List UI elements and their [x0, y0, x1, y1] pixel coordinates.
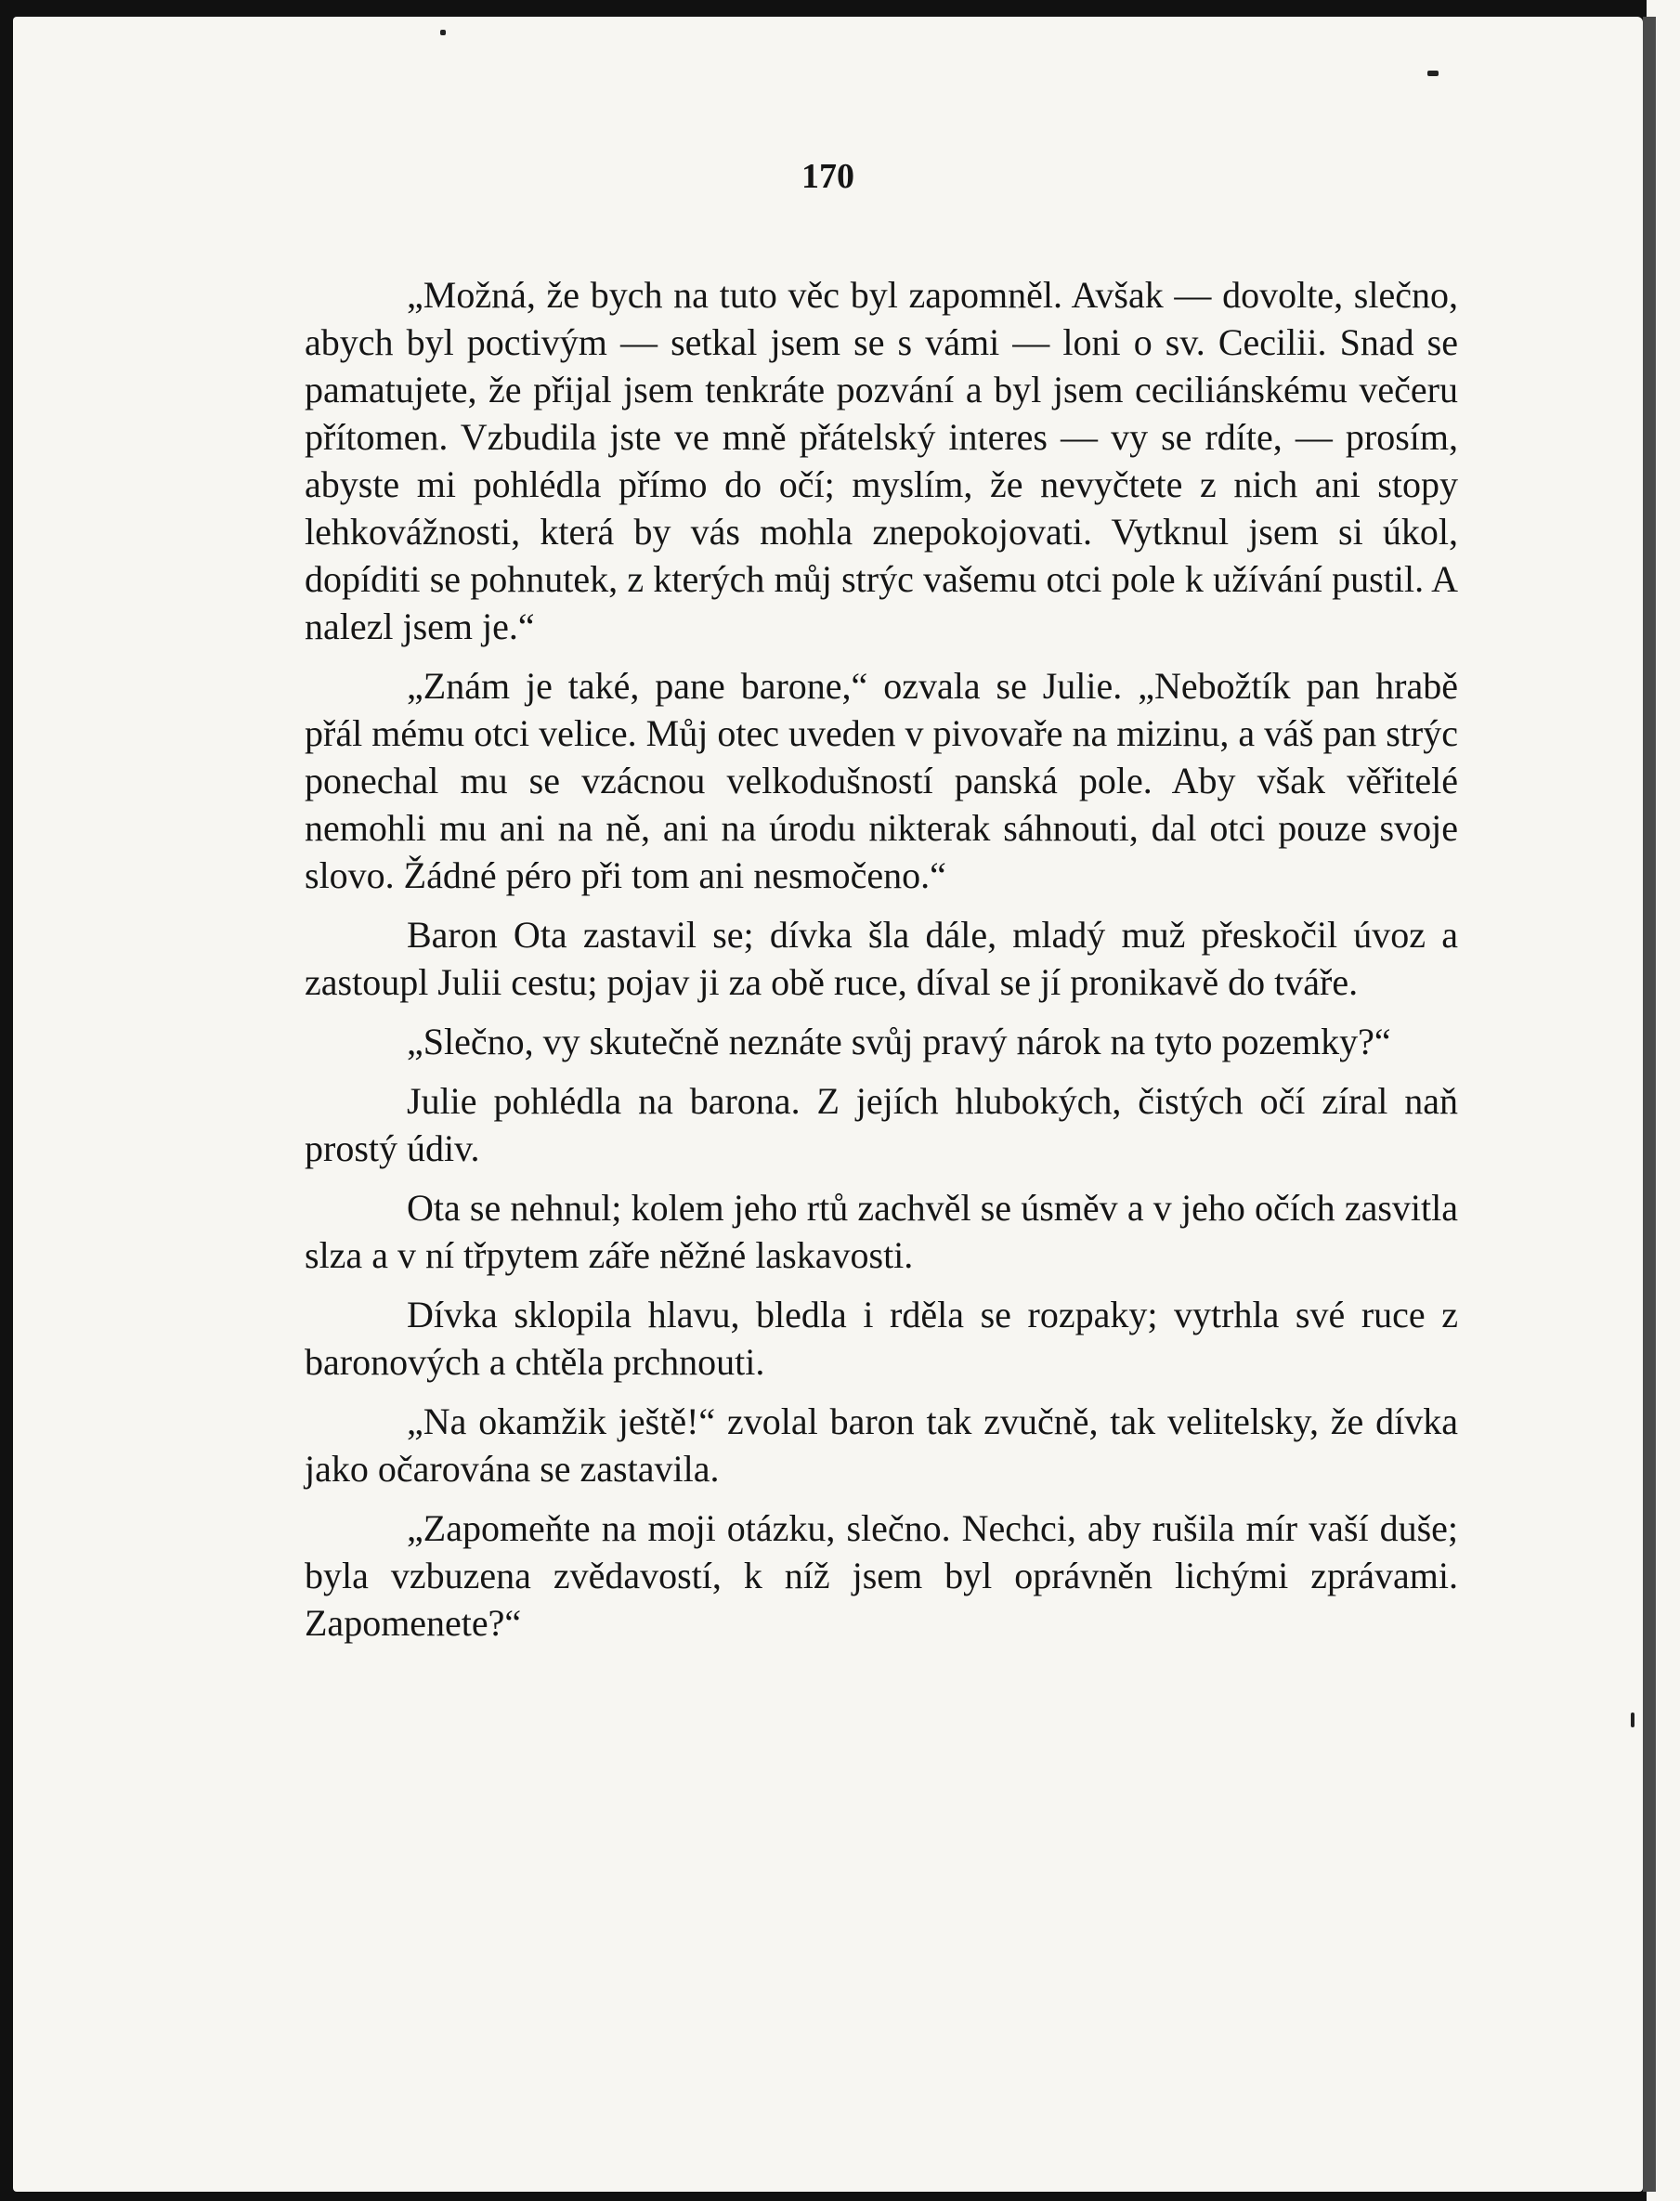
paragraph: Dívka sklopila hlavu, bledla i rděla se rozpaky; vytrhla své ruce z baronových a chtěla prchnouti. [305, 1294, 1458, 1383]
paragraph: „Možná, že bych na tuto věc byl zapomněl. Avšak — dovolte, slečno, abych byl poctivým — setkal jsem se s vámi — loni o sv. Cecilii. Snad se pamatujete, že přijal jsem tenkráte pozvání a byl jsem ceciliánskému večeru přítomen. Vzbudila jste ve mně přátelský interes — vy se rdíte, — prosím, abyste mi pohlédla přímo do očí; myslím, že nevyčtete z nich ani stopy lehkovážnosti, která by vás mohla znepokojovati. Vytknul jsem si úkol, dopíditi se pohnutek, z kterých můj strýc vašemu otci pole k užívání pustil. A nalezl jsem je.“ [305, 274, 1458, 647]
paragraph: „Zapomeňte na moji otázku, slečno. Nechci, aby rušila mír vaší duše; byla vzbuzena zvědavostí, k níž jsem byl oprávněn lichými zprávami. Zapomenete?“ [305, 1507, 1458, 1644]
paragraph: Ota se nehnul; kolem jeho rtů zachvěl se úsměv a v jeho očích zasvitla slza a v ní třpytem záře něžné laskavosti. [305, 1187, 1458, 1276]
scan-speck [1427, 71, 1439, 76]
paragraph: Julie pohlédla na barona. Z jejích hlubokých, čistých očí zíral naň prostý údiv. [305, 1080, 1458, 1169]
scan-speck [1631, 1713, 1634, 1727]
page-number: 170 [801, 157, 854, 196]
paragraph: „Slečno, vy skutečně neznáte svůj pravý nárok na tyto pozemky?“ [407, 1021, 1391, 1062]
paragraph: „Na okamžik ještě!“ zvolal baron tak zvučně, tak velitelsky, že dívka jako očarována se zastavila. [305, 1400, 1458, 1490]
paragraph: Baron Ota zastavil se; dívka šla dále, mladý muž přeskočil úvoz a zastoupl Julii cestu; pojav ji za obě ruce, díval se jí pronikavě do tváře. [305, 914, 1458, 1003]
body-text [305, 271, 1458, 1659]
paragraph: „Znám je také, pane barone,“ ozvala se Julie. „Nebožtík pan hrabě přál mému otci velice. Můj otec uveden v pivovaře na mizinu, a váš pan strýc ponechal mu se vzácnou velkodušností panská pole. Aby však věřitelé nemohli mu ani na ně, ani na úrodu nikterak sáhnouti, dal otci pouze svoje slovo. Žádné péro při tom ani nesmočeno.“ [305, 665, 1458, 896]
scan-speck [440, 30, 446, 35]
book-page [13, 17, 1643, 2192]
page-edge-shadow [1643, 17, 1656, 2192]
